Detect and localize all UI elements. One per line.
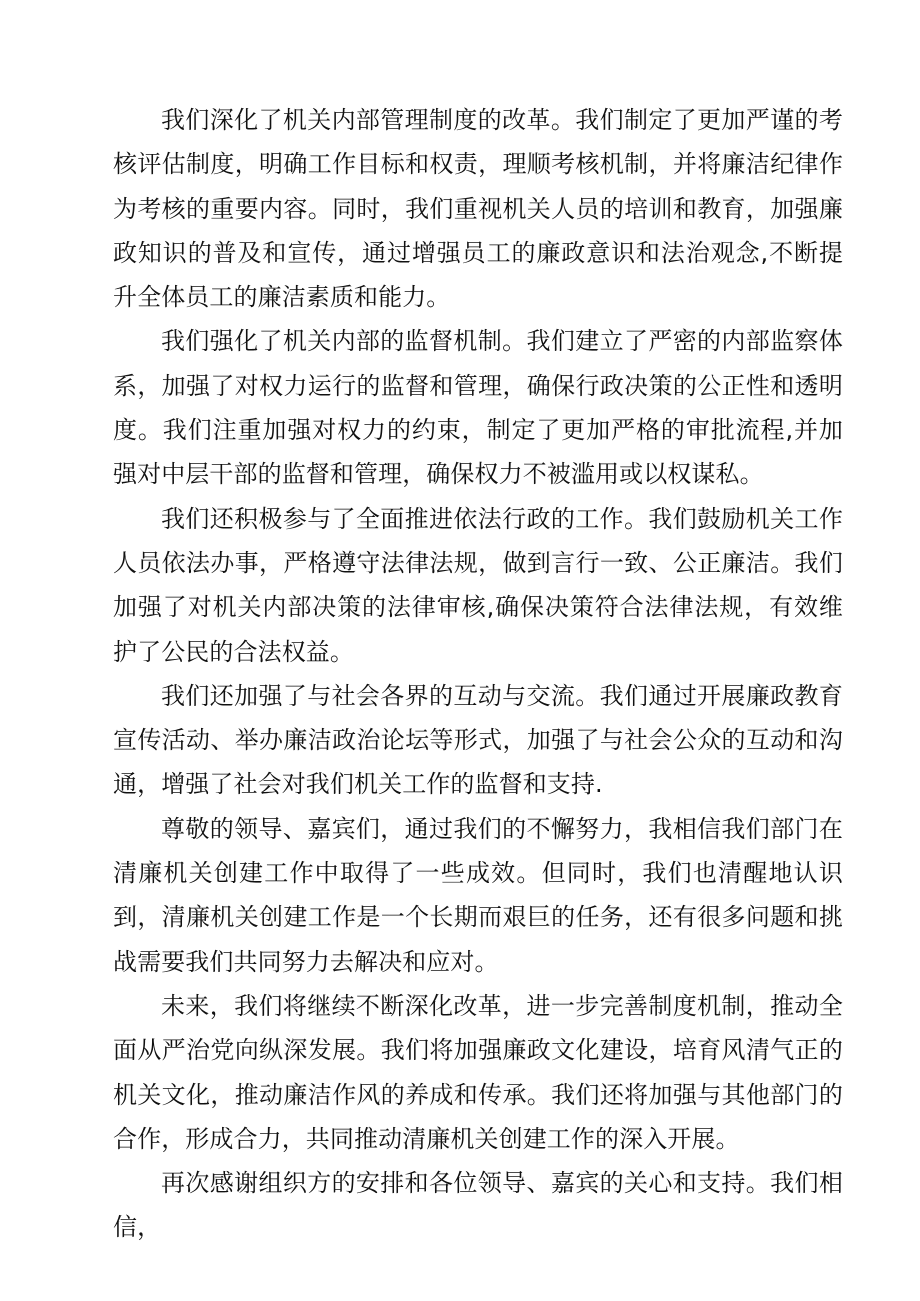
paragraph-rule-of-law: 我们还积极参与了全面推进依法行政的工作。我们鼓励机关工作人员依法办事，严格遵守法律法规，做到言行一致、公正廉洁。我们加强了对机关内部决策的法律审核,确保决策符合法律法规，有效维护了公民的合法权益。 bbox=[113, 504, 843, 666]
paragraph-supervision-mechanism: 我们强化了机关内部的监督机制。我们建立了严密的内部监察体系，加强了对权力运行的监督和管理，确保行政决策的公正性和透明度。我们注重加强对权力的约束，制定了更加严格的审批流程,并加强对中层干部的监督和管理，确保权力不被滥用或以权谋私。 bbox=[113, 327, 843, 489]
document-body bbox=[113, 98, 843, 1250]
paragraph-management-reform: 我们深化了机关内部管理制度的改革。我们制定了更加严谨的考核评估制度，明确工作目标和权责，理顺考核机制，并将廉洁纪律作为考核的重要内容。同时，我们重视机关人员的培训和教育，加强廉政知识的普及和宣传，通过增强员工的廉政意识和法治观念,不断提升全体员工的廉洁素质和能力。 bbox=[113, 106, 843, 312]
paragraph-social-interaction: 我们还加强了与社会各界的互动与交流。我们通过开展廉政教育宣传活动、举办廉洁政治论坛等形式，加强了与社会公众的互动和沟通，增强了社会对我们机关工作的监督和支持. bbox=[113, 681, 843, 799]
paragraph-future-plans: 未来，我们将继续不断深化改革，进一步完善制度机制，推动全面从严治党向纵深发展。我们将加强廉政文化建设，培育风清气正的机关文化，推动廉洁作风的养成和传承。我们还将加强与其他部门的合作，形成合力，共同推动清廉机关创建工作的深入开展。 bbox=[113, 991, 843, 1153]
paragraph-achievements: 尊敬的领导、嘉宾们，通过我们的不懈努力，我相信我们部门在清廉机关创建工作中取得了一些成效。但同时，我们也清醒地认识到，清廉机关创建工作是一个长期而艰巨的任务，还有很多问题和挑战需要我们共同努力去解决和应对。 bbox=[113, 814, 843, 976]
paragraph-thanks: 再次感谢组织方的安排和各位领导、嘉宾的关心和支持。我们相信， bbox=[113, 1169, 843, 1242]
